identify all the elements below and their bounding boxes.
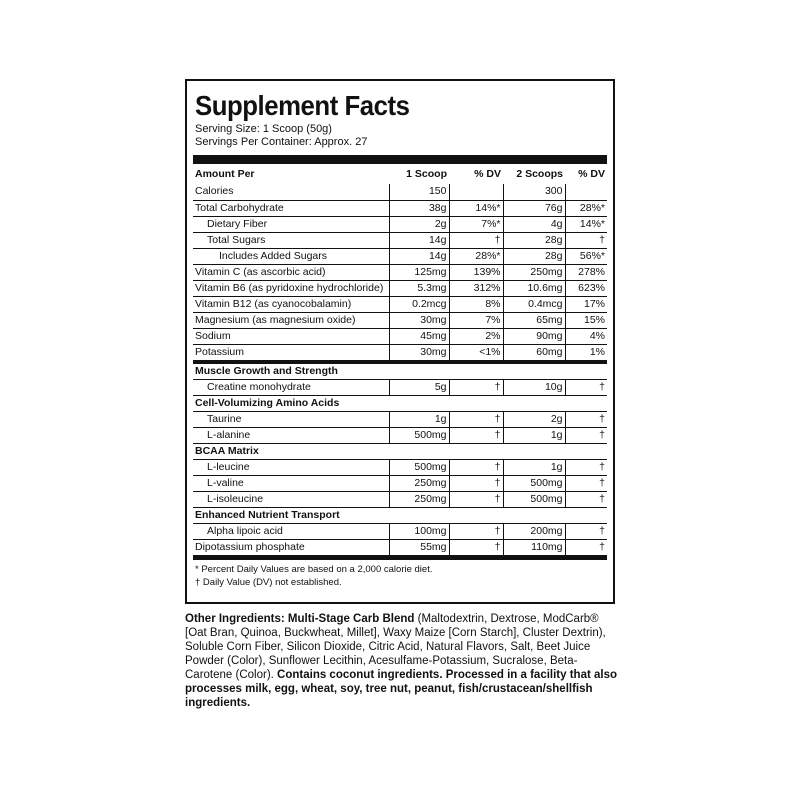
dv-one-scoop: 7%*: [449, 216, 503, 232]
nutrient-name: L-valine: [193, 475, 389, 491]
amount-two-scoops: 500mg: [503, 475, 565, 491]
amount-one-scoop: 1g: [389, 411, 449, 427]
header-row: [193, 164, 607, 184]
amount-two-scoops: 1g: [503, 427, 565, 443]
nutrient-name: Magnesium (as magnesium oxide): [193, 312, 389, 328]
nutrient-row: [193, 539, 607, 555]
dv-two-scoops: †: [565, 475, 607, 491]
dv-two-scoops: †: [565, 379, 607, 395]
nutrient-name: L-alanine: [193, 427, 389, 443]
amount-one-scoop: 500mg: [389, 459, 449, 475]
servings-per-container: Servings Per Container: Approx. 27: [195, 136, 368, 148]
blend-text: (Maltodextrin, Dextrose, ModCarb® [Oat Bran, Quinoa, Buckwheat, Millet], Waxy Maize [Corn Starch], Cluster Dextrin), Soluble Corn Fiber, Silicon Dioxide, Citric Acid, Natural Flavors, Salt, Beet Juice Powder (Color), Sunflower Lecithin, Acesulfame-Potassium, Sucralose, Beta-Carotene (Color).: [185, 613, 606, 681]
nutrient-row: [193, 491, 607, 507]
nutrient-row: [193, 475, 607, 491]
nutrient-name: Dietary Fiber: [193, 216, 389, 232]
nutrient-name: Vitamin B12 (as cyanocobalamin): [193, 296, 389, 312]
header-two-scoops: 2 Scoops: [516, 167, 563, 180]
footnotes: [193, 563, 607, 589]
nutrient-row: [193, 459, 607, 475]
nutrient-row: [193, 523, 607, 539]
nutrient-name: Sodium: [193, 328, 389, 344]
header-one-scoop: 1 Scoop: [406, 167, 447, 180]
other-ingredients: [185, 612, 617, 710]
nutrient-row: [193, 264, 607, 280]
dv-one-scoop: †: [449, 411, 503, 427]
blend-name: Multi-Stage Carb Blend: [287, 613, 415, 625]
amount-two-scoops: 90mg: [503, 328, 565, 344]
dv-one-scoop: †: [449, 491, 503, 507]
panel-title: Supplement Facts: [195, 90, 410, 121]
dv-one-scoop: †: [449, 379, 503, 395]
nutrient-name: Taurine: [193, 411, 389, 427]
nutrient-name: Includes Added Sugars: [193, 248, 389, 264]
dv-two-scoops: 4%: [565, 328, 607, 344]
amount-one-scoop: 500mg: [389, 427, 449, 443]
dv-two-scoops: 14%*: [565, 216, 607, 232]
nutrient-name: Total Carbohydrate: [193, 200, 389, 216]
nutrient-row: [193, 216, 607, 232]
dv-one-scoop: 28%*: [449, 248, 503, 264]
dv-two-scoops: 623%: [565, 280, 607, 296]
nutrient-row: [193, 200, 607, 216]
nutrient-name: Vitamin B6 (as pyridoxine hydrochloride): [193, 280, 389, 296]
nutrient-name: Alpha lipoic acid: [193, 523, 389, 539]
amount-two-scoops: 1g: [503, 459, 565, 475]
serving-size: Serving Size: 1 Scoop (50g): [195, 123, 332, 135]
amount-two-scoops: 300: [503, 184, 565, 200]
nutrient-name: L-leucine: [193, 459, 389, 475]
dv-one-scoop: [449, 184, 503, 200]
amount-two-scoops: 10g: [503, 379, 565, 395]
section-header: [193, 362, 607, 380]
nutrient-name: Creatine monohydrate: [193, 379, 389, 395]
amount-two-scoops: 28g: [503, 248, 565, 264]
amount-two-scoops: 250mg: [503, 264, 565, 280]
dv-two-scoops: †: [565, 539, 607, 555]
amount-two-scoops: 65mg: [503, 312, 565, 328]
section-header: [193, 507, 607, 523]
section-title: Muscle Growth and Strength: [193, 362, 607, 380]
header-amount-per: Amount Per: [195, 167, 255, 180]
nutrient-row: [193, 427, 607, 443]
section-title: BCAA Matrix: [193, 443, 607, 459]
dv-one-scoop: †: [449, 459, 503, 475]
dv-one-scoop: 14%*: [449, 200, 503, 216]
amount-one-scoop: 38g: [389, 200, 449, 216]
amount-two-scoops: 60mg: [503, 344, 565, 362]
amount-one-scoop: 0.2mcg: [389, 296, 449, 312]
amount-two-scoops: 10.6mg: [503, 280, 565, 296]
nutrient-name: Dipotassium phosphate: [193, 539, 389, 555]
nutrient-name: Total Sugars: [193, 232, 389, 248]
allergen-warning: Contains coconut ingredients. Processed in a facility that also processes milk, egg, wheat, soy, tree nut, peanut, fish/crustacean/shellfish ingredients.: [185, 669, 618, 709]
amount-two-scoops: 4g: [503, 216, 565, 232]
amount-one-scoop: 30mg: [389, 344, 449, 362]
nutrient-row: [193, 248, 607, 264]
section-header: [193, 443, 607, 459]
amount-two-scoops: 28g: [503, 232, 565, 248]
section-title: Enhanced Nutrient Transport: [193, 507, 607, 523]
nutrient-row: [193, 379, 607, 395]
dv-one-scoop: 312%: [449, 280, 503, 296]
dv-one-scoop: †: [449, 232, 503, 248]
amount-two-scoops: 0.4mcg: [503, 296, 565, 312]
amount-one-scoop: 100mg: [389, 523, 449, 539]
dv-two-scoops: †: [565, 411, 607, 427]
dv-one-scoop: †: [449, 523, 503, 539]
dv-two-scoops: 15%: [565, 312, 607, 328]
dv-one-scoop: †: [449, 475, 503, 491]
nutrient-row: [193, 312, 607, 328]
amount-one-scoop: 150: [389, 184, 449, 200]
amount-one-scoop: 2g: [389, 216, 449, 232]
header-dv-2: % DV: [578, 167, 605, 180]
dv-one-scoop: †: [449, 427, 503, 443]
dv-one-scoop: 7%: [449, 312, 503, 328]
amount-two-scoops: 110mg: [503, 539, 565, 555]
section-title: Cell-Volumizing Amino Acids: [193, 395, 607, 411]
amount-one-scoop: 45mg: [389, 328, 449, 344]
nutrient-row: [193, 328, 607, 344]
amount-one-scoop: 5.3mg: [389, 280, 449, 296]
amount-two-scoops: 76g: [503, 200, 565, 216]
facts-body: [193, 184, 607, 555]
amount-one-scoop: 14g: [389, 248, 449, 264]
amount-one-scoop: 14g: [389, 232, 449, 248]
dv-two-scoops: †: [565, 232, 607, 248]
nutrient-row: [193, 344, 607, 362]
section-header: [193, 395, 607, 411]
amount-one-scoop: 30mg: [389, 312, 449, 328]
nutrient-row: [193, 184, 607, 200]
amount-one-scoop: 125mg: [389, 264, 449, 280]
dv-one-scoop: 2%: [449, 328, 503, 344]
nutrient-row: [193, 411, 607, 427]
dv-one-scoop: <1%: [449, 344, 503, 362]
dv-two-scoops: †: [565, 459, 607, 475]
nutrient-name: Calories: [193, 184, 389, 200]
dv-two-scoops: †: [565, 427, 607, 443]
dv-one-scoop: †: [449, 539, 503, 555]
supplement-facts-panel: [185, 79, 615, 604]
dv-two-scoops: †: [565, 491, 607, 507]
amount-two-scoops: 500mg: [503, 491, 565, 507]
divider-bottom: [193, 556, 607, 560]
amount-one-scoop: 55mg: [389, 539, 449, 555]
footnote-daily-values: * Percent Daily Values are based on a 2,000 calorie diet.: [195, 563, 433, 575]
ingredients-label: Other Ingredients:: [185, 613, 285, 625]
nutrient-name: L-isoleucine: [193, 491, 389, 507]
dv-two-scoops: 278%: [565, 264, 607, 280]
nutrient-row: [193, 280, 607, 296]
dv-two-scoops: †: [565, 523, 607, 539]
amount-two-scoops: 200mg: [503, 523, 565, 539]
amount-one-scoop: 5g: [389, 379, 449, 395]
dv-two-scoops: 56%*: [565, 248, 607, 264]
header-dv-1: % DV: [474, 167, 501, 180]
amount-two-scoops: 2g: [503, 411, 565, 427]
nutrient-row: [193, 296, 607, 312]
dv-one-scoop: 8%: [449, 296, 503, 312]
nutrient-name: Potassium: [193, 344, 389, 362]
amount-one-scoop: 250mg: [389, 475, 449, 491]
dv-one-scoop: 139%: [449, 264, 503, 280]
dv-two-scoops: 1%: [565, 344, 607, 362]
amount-one-scoop: 250mg: [389, 491, 449, 507]
dv-two-scoops: 17%: [565, 296, 607, 312]
nutrient-name: Vitamin C (as ascorbic acid): [193, 264, 389, 280]
dv-two-scoops: 28%*: [565, 200, 607, 216]
footnote-dagger: † Daily Value (DV) not established.: [195, 576, 342, 588]
facts-table: [193, 164, 607, 556]
nutrient-row: [193, 232, 607, 248]
divider-thick: [193, 155, 607, 164]
dv-two-scoops: [565, 184, 607, 200]
